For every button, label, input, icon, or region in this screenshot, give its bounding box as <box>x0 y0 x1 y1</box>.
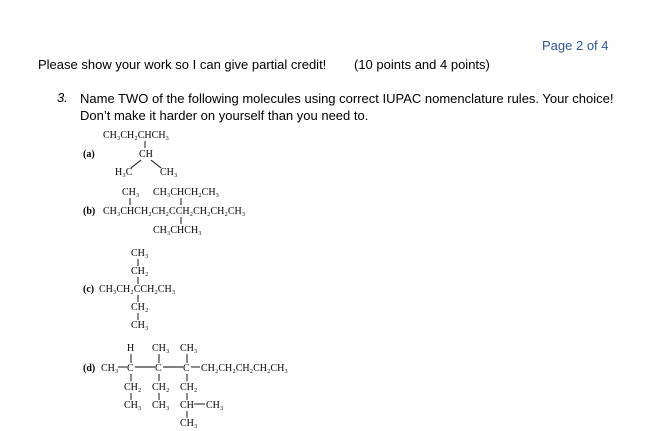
molecule-a <box>83 130 177 178</box>
molecule-d-sub1-methyl: CH₃ <box>124 400 142 411</box>
molecule-c-main-chain: CH₃CH₂CCH₂CH₃ <box>99 284 176 295</box>
molecule-b <box>83 187 245 236</box>
molecule-b-bottom: CH₃CHCH₃ <box>153 225 202 236</box>
question-number: 3. <box>57 90 68 105</box>
molecule-d-tail-chain: CH₂CH₂CH₂CH₂CH₃ <box>201 363 288 374</box>
molecule-b-top-right: CH₃CHCH₂CH₃ <box>153 187 220 198</box>
molecule-b-label: (b) <box>83 206 96 217</box>
question-text: Name TWO of the following molecules using correct IUPAC nomenclature rules. Your choice! Don’t make it harder on yourself than you need to. <box>80 91 614 123</box>
molecule-c <box>83 248 175 331</box>
molecule-c-label: (c) <box>83 284 95 295</box>
molecule-d-sub2-methyl: CH₃ <box>152 400 170 411</box>
molecule-a-branch-ch: CH <box>139 149 153 160</box>
molecule-c-top-methyl: CH₃ <box>131 248 149 259</box>
instruction-text: Please show your work so I can give partial credit! <box>38 57 327 72</box>
molecule-d-sub3-end-methyl: CH₃ <box>180 418 198 429</box>
molecule-d-sub1-methylene: CH₂ <box>124 382 142 393</box>
molecule-d-sub3-ch: CH <box>180 400 194 411</box>
molecule-d <box>83 343 288 429</box>
molecule-d-start-methyl: CH₃ <box>101 363 119 374</box>
molecule-d-top-h: H <box>127 343 135 354</box>
molecule-c-bottom-methyl: CH₃ <box>131 320 149 331</box>
molecule-b-main-chain: CH₃CHCH₂CH₂CCH₂CH₂CH₂CH₃ <box>103 206 246 217</box>
page-indicator: Page 2 of 4 <box>542 38 609 53</box>
molecule-c-top-methylene: CH₂ <box>131 266 149 277</box>
molecule-d-carbon-1: C <box>127 363 134 374</box>
bond <box>131 160 141 168</box>
molecule-a-main-chain: CH₃CH₂CHCH₃ <box>103 130 170 141</box>
molecule-d-sub3-branch-methyl: CH₃ <box>206 400 224 411</box>
molecule-d-carbon-2: C <box>155 363 162 374</box>
points-text: (10 points and 4 points) <box>354 57 490 72</box>
molecule-d-carbon-3: C <box>183 363 190 374</box>
molecule-a-left-methyl: H₃C <box>115 167 133 178</box>
molecule-c-bottom-methylene: CH₂ <box>131 302 149 313</box>
molecule-d-sub3-methylene: CH₂ <box>180 382 198 393</box>
molecule-d-label: (d) <box>83 363 96 374</box>
molecule-a-right-methyl: CH₃ <box>160 167 178 178</box>
molecule-d-sub2-methylene: CH₂ <box>152 382 170 393</box>
molecule-b-top-left: CH₃ <box>122 187 140 198</box>
molecule-a-label: (a) <box>83 149 95 160</box>
molecule-d-top-methyl-1: CH₃ <box>152 343 170 354</box>
molecule-d-top-methyl-2: CH₃ <box>180 343 198 354</box>
